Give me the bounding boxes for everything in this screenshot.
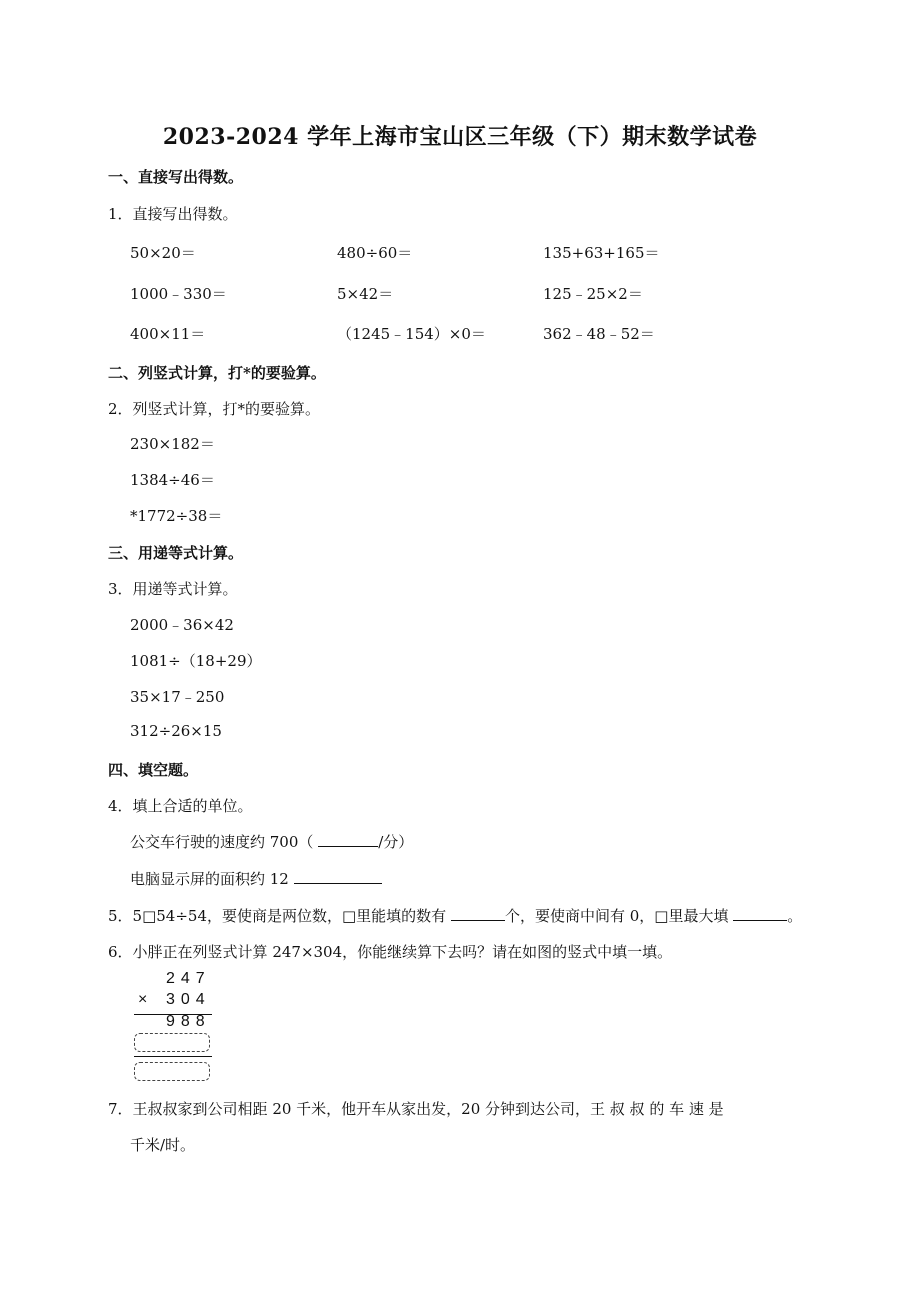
answer-blank[interactable] bbox=[294, 869, 382, 884]
q1-item: 362﹣48﹣52＝ bbox=[543, 325, 655, 343]
answer-dashed-box[interactable] bbox=[134, 1033, 210, 1052]
q3-item: 2000﹣36×42 bbox=[130, 616, 234, 634]
question-7-line-2: 千米/时。 bbox=[130, 1136, 196, 1154]
q2-item: 230×182＝ bbox=[130, 435, 215, 453]
q3-item: 312÷26×15 bbox=[130, 722, 222, 740]
q1-item: 5×42＝ bbox=[337, 285, 394, 303]
page-title: 2023-2024 学年上海市宝山区三年级（下）期末数学试卷 bbox=[162, 124, 758, 150]
section-heading-3: 三、用递等式计算。 bbox=[108, 544, 244, 562]
section-heading-2: 二、列竖式计算，打*的要验算。 bbox=[108, 364, 326, 382]
q5-text-1: 5．5□54÷54，要使商是两位数，□里能填的数有 bbox=[108, 907, 447, 925]
question-6-stem: 6．小胖正在列竖式计算 247×304，你能继续算下去吗？请在如图的竖式中填一填。 bbox=[108, 943, 673, 961]
multiplier: 304 bbox=[166, 991, 211, 1008]
answer-blank[interactable] bbox=[451, 906, 505, 921]
partial-product: 988 bbox=[166, 1013, 211, 1030]
sum-rule bbox=[134, 1056, 212, 1057]
q1-item: 125﹣25×2＝ bbox=[543, 285, 643, 303]
question-5 bbox=[108, 905, 802, 926]
question-2-stem: 2．列竖式计算，打*的要验算。 bbox=[108, 400, 321, 418]
q1-item: 135+63+165＝ bbox=[543, 244, 660, 262]
q1-item: 1000﹣330＝ bbox=[130, 285, 227, 303]
q4-line-2 bbox=[130, 868, 382, 889]
question-3-stem: 3．用递等式计算。 bbox=[108, 580, 238, 598]
answer-dashed-box[interactable] bbox=[134, 1062, 210, 1081]
q1-item: 480÷60＝ bbox=[337, 244, 413, 262]
q4-line-1 bbox=[130, 831, 413, 852]
question-7-line-1: 7．王叔叔家到公司相距 20 千米，他开车从家出发，20 分钟到达公司，王 叔 叔 的 车 速 是 bbox=[108, 1100, 724, 1118]
q2-item: *1772÷38＝ bbox=[130, 507, 223, 525]
q2-item: 1384÷46＝ bbox=[130, 471, 215, 489]
question-4-stem: 4．填上合适的单位。 bbox=[108, 797, 253, 815]
q3-item: 1081÷（18+29） bbox=[130, 652, 262, 670]
q1-item: 50×20＝ bbox=[130, 244, 196, 262]
vertical-multiplication-figure bbox=[120, 966, 220, 1086]
multiply-sign: × bbox=[138, 991, 148, 1008]
q4-line-1-prefix: 公交车行驶的速度约 700（ bbox=[130, 833, 314, 851]
q5-text-2: 个，要使商中间有 0，□里最大填 bbox=[504, 907, 729, 925]
q1-item: （1245﹣154）×0＝ bbox=[337, 325, 486, 343]
q1-item: 400×11＝ bbox=[130, 325, 206, 343]
answer-blank[interactable] bbox=[318, 832, 378, 847]
section-heading-1: 一、直接写出得数。 bbox=[108, 168, 244, 186]
q4-line-2-prefix: 电脑显示屏的面积约 12 bbox=[130, 870, 289, 888]
question-1-stem: 1．直接写出得数。 bbox=[108, 205, 238, 223]
answer-blank[interactable] bbox=[733, 906, 787, 921]
section-heading-4: 四、填空题。 bbox=[108, 761, 199, 779]
q5-text-3: 。 bbox=[787, 907, 803, 925]
multiplicand: 247 bbox=[166, 970, 211, 987]
q3-item: 35×17﹣250 bbox=[130, 688, 225, 706]
q4-line-1-suffix: /分） bbox=[378, 833, 414, 851]
